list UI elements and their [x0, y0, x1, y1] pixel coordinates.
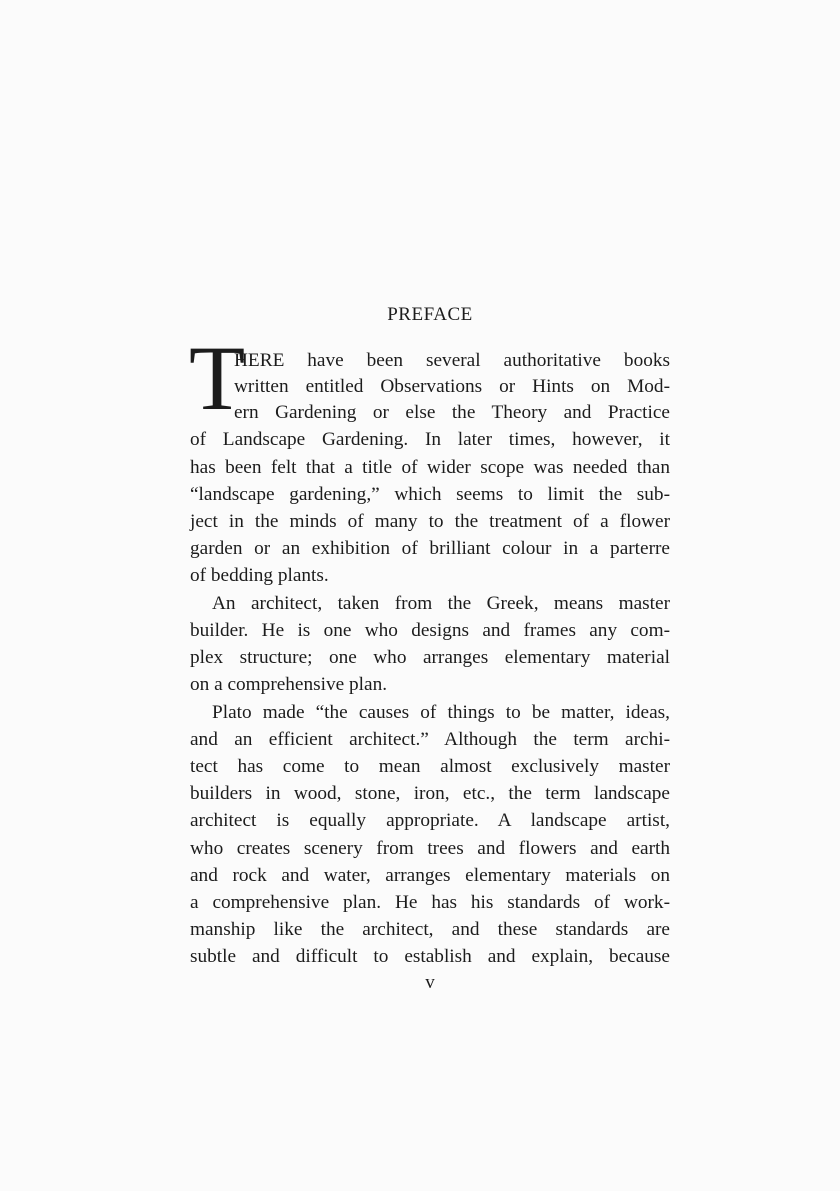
text-line: a comprehensive plan. He has his standards of work-	[190, 892, 670, 913]
text-line: written entitled Observations or Hints on Mod-	[234, 376, 670, 397]
text-line: subtle and difficult to establish and explain, because	[190, 946, 670, 967]
text-line: of Landscape Gardening. In later times, however, it	[190, 429, 670, 450]
text-line: builder. He is one who designs and frames any com-	[190, 620, 670, 641]
text-line: of bedding plants.	[190, 565, 329, 586]
text-line: ject in the minds of many to the treatment of a flower	[190, 511, 670, 532]
text-line: ern Gardening or else the Theory and Practice	[234, 402, 670, 423]
text-line: manship like the architect, and these standards are	[190, 919, 670, 940]
text-line: and an efficient architect.” Although the term archi-	[190, 729, 670, 750]
text-line: has been felt that a title of wider scope was needed than	[190, 457, 670, 478]
text-line: architect is equally appropriate. A landscape artist,	[190, 810, 670, 831]
text-line: plex structure; one who arranges elementary material	[190, 647, 670, 668]
text-line: An architect, taken from the Greek, means master	[212, 593, 670, 614]
page-number: v	[425, 972, 435, 993]
text-line: builders in wood, stone, iron, etc., the term landscape	[190, 783, 670, 804]
text-line: tect has come to mean almost exclusively master	[190, 756, 670, 777]
text-line: who creates scenery from trees and flowers and earth	[190, 838, 670, 859]
text-line: HERE have been several authoritative books	[234, 350, 670, 371]
page-title: PREFACE	[387, 304, 473, 325]
text-line: and rock and water, arranges elementary materials on	[190, 865, 670, 886]
text-line: “landscape gardening,” which seems to limit the sub-	[190, 484, 670, 505]
drop-cap: T	[189, 327, 246, 429]
text-line: Plato made “the causes of things to be matter, ideas,	[212, 702, 670, 723]
text-line: on a comprehensive plan.	[190, 674, 388, 695]
text-line: garden or an exhibition of brilliant colour in a parterre	[190, 538, 670, 559]
